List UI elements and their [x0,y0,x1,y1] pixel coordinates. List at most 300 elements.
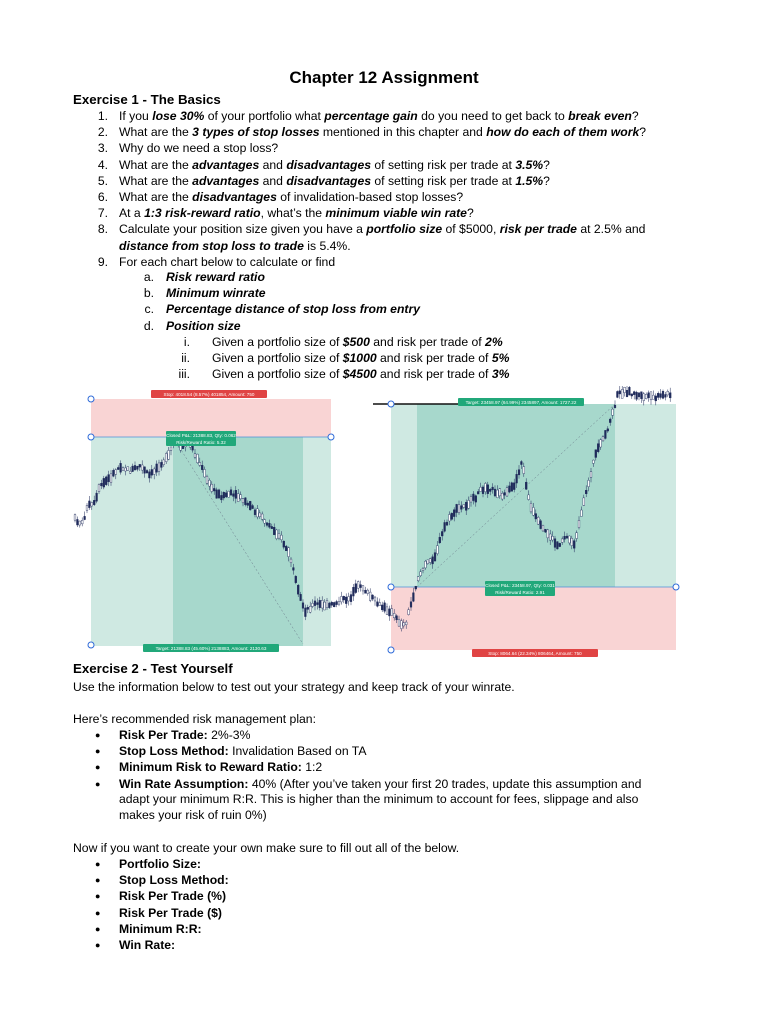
candle-body [237,494,239,502]
candle-body [537,517,539,524]
candle-body [151,469,153,475]
bullet-icon: ● [95,907,101,918]
own-plan-item: Stop Loss Method: [119,873,229,888]
candle-body [619,391,621,394]
candle-body [633,392,635,395]
candle-body [386,607,388,615]
handle-icon [88,434,94,440]
candle-body [302,603,304,608]
candle-body [225,493,227,497]
exercise1-item-text: If you lose 30% of your portfolio what percentage gain do you need to get back to break even? [119,109,639,123]
candle-body [557,542,559,549]
exercise1-item-text: Calculate your position size given you have a portfolio size of $5000, risk per trade at 2.5% and [119,222,646,237]
candle-body [113,470,115,476]
handle-icon [88,642,94,648]
candle-body [309,606,311,612]
candle-body [638,393,640,397]
handle-icon [88,396,94,402]
bullet-icon: ● [95,875,101,886]
candle-body [410,602,412,607]
handle-icon [388,647,394,653]
candle-body [204,469,206,477]
candle-body [542,525,544,531]
candle-body [197,454,199,463]
candle-body [338,602,340,605]
candle-body [660,394,662,398]
right-target-label: Target: 23458.97 (64.99%) 2345897, Amount: 1727.22 [465,400,577,405]
candle-body [122,468,124,471]
exercise1-item-number: 8. [97,222,108,237]
bullet-icon: ● [95,940,101,950]
candle-body [669,393,671,398]
exercise1-item-number: 7. [97,206,108,221]
candle-body [384,603,386,611]
bullet-icon: ● [95,762,101,773]
own-plan-item: Minimum R:R: [119,921,202,936]
candle-body [74,515,76,520]
candle-body [245,498,247,505]
candle-body [168,450,170,459]
candle-body [228,491,230,497]
candle-body [259,513,261,517]
candle-body [549,534,551,540]
candle-body [235,490,237,498]
candle-body [350,595,352,602]
own-heading: Now if you want to create your own make sure to fill out all of the below. [73,841,460,855]
exercise2-intro: Use the information below to test out your strategy and keep track of your winrate. [73,680,515,694]
exercise1-item-number: 4. [97,157,108,172]
candle-body [501,493,503,499]
candle-body [264,520,266,524]
exercise1-item-text: Why do we need a stop loss? [119,141,279,156]
candle-body [398,619,400,626]
candle-body [266,523,268,526]
exercise1-subsubitem-text: Given a portfolio size of $4500 and risk per trade of 3% [212,367,510,382]
exercise1-item-number: 5. [97,173,108,188]
candle-body [139,464,141,467]
candle-body [319,600,321,607]
candle-body [645,394,647,399]
candle-body [288,548,290,557]
plan-heading: Here’s recommended risk management plan: [73,712,316,726]
candle-body [242,499,244,503]
candle-body [312,603,314,606]
candle-body [444,522,446,531]
candle-body [401,621,403,629]
candle-body [583,498,585,506]
candle-body [477,492,479,494]
exercise1-subsubitem-number: ii. [181,351,190,366]
candle-body [585,490,587,494]
candle-body [165,453,167,461]
candle-body [278,533,280,538]
candle-body [492,487,494,490]
candle-body [449,515,451,522]
exercise1-item-number: 9. [97,254,108,269]
candle-body [468,500,470,508]
candle-body [573,541,575,549]
candle-body [629,387,631,395]
candle-body [566,536,568,538]
candle-body [521,462,523,465]
candle-body [417,577,419,581]
candle-body [101,483,103,486]
candle-body [631,394,633,396]
candle-body [333,602,335,606]
candle-body [597,444,599,452]
bullet-icon: ● [95,923,101,934]
candle-body [146,470,148,473]
candle-body [391,609,393,616]
candle-body [345,597,347,604]
candle-body [614,405,616,408]
candle-body [525,482,527,489]
candle-body [161,462,163,467]
candle-body [158,463,160,471]
candle-body [475,496,477,502]
right-stop-zone [391,587,676,650]
candle-body [569,536,571,543]
candle-body [156,464,158,472]
candle-body [374,597,376,601]
candle-body [110,474,112,483]
candle-body [353,587,355,596]
candle-body [485,483,487,491]
candle-body [115,470,117,475]
candle-body [559,543,561,546]
candle-body [494,489,496,496]
handle-icon [388,584,394,590]
candle-body [348,596,350,600]
candle-body [605,430,607,438]
candle-body [518,470,520,475]
candle-body [396,616,398,620]
trading-charts [0,386,768,658]
candle-body [326,600,328,608]
candle-body [103,478,105,487]
candle-body [593,460,595,463]
candle-body [530,503,532,512]
candle-body [657,393,659,397]
exercise2-heading: Exercise 2 - Test Yourself [73,661,233,676]
candle-body [127,467,129,471]
candle-body [252,506,254,509]
candle-body [456,504,458,512]
candle-body [91,502,93,506]
candle-body [372,595,374,599]
candle-body [283,541,285,547]
candle-body [240,495,242,499]
candle-body [487,485,489,494]
candle-body [125,468,127,471]
bullet-icon: ● [95,891,101,902]
candle-body [439,537,441,543]
own-plan-item: Risk Per Trade ($) [119,905,222,920]
candle-body [362,586,364,591]
bullet-icon: ● [95,746,101,757]
own-plan-item: Portfolio Size: [119,857,201,871]
candle-body [317,603,319,605]
candle-body [506,488,508,496]
candle-body [381,605,383,610]
candle-body [540,521,542,529]
bullet-icon: ● [95,859,101,869]
left-stop-label: Stop: 4018.54 (8.57%) 401854, Amount: 750 [163,392,255,397]
candle-body [446,522,448,525]
candle-body [621,389,623,398]
candle-body [247,503,249,505]
candle-body [523,467,525,474]
own-plan-item: Risk Per Trade (%) [119,889,227,904]
exercise1-item-text: What are the advantages and disadvantages of setting risk per trade at 3.5%? [119,157,550,172]
candle-body [108,475,110,482]
candle-body [509,486,511,492]
handle-icon [328,434,334,440]
candle-body [600,440,602,447]
candle-body [497,490,499,498]
page-title: Chapter 12 Assignment [289,68,479,87]
exercise1-item-text: What are the advantages and disadvantages of setting risk per trade at 1.5%? [119,173,550,188]
bullet-icon: ● [95,730,101,740]
candle-body [432,557,434,564]
candle-body [463,505,465,508]
candle-body [393,613,395,617]
candle-body [257,509,259,517]
candle-body [129,471,131,473]
candle-body [149,472,151,478]
exercise1-subitem-text: Minimum winrate [166,286,266,301]
exercise1-subitem-text: Risk reward ratio [166,270,265,284]
candle-body [223,492,225,498]
exercise1-item-number: 2. [97,125,108,140]
exercise1-subitem-number: c. [144,302,154,317]
exercise1-subsubitem-text: Given a portfolio size of $500 and risk per trade of 2% [212,335,503,349]
candle-body [425,561,427,568]
candle-body [93,500,95,504]
candle-body [571,538,573,545]
exercise1-subitem-text: Percentage distance of stop loss from entry [166,302,420,317]
candle-body [590,472,592,478]
handle-icon [388,401,394,407]
candle-body [211,484,213,491]
candle-body [137,466,139,469]
candle-body [624,387,626,392]
candle-body [293,568,295,571]
candle-body [473,494,475,501]
candle-body [213,488,215,491]
candle-body [578,520,580,527]
candle-body [482,487,484,494]
candle-body [437,546,439,554]
candle-body [98,484,100,491]
candle-body [470,496,472,502]
candle-body [545,529,547,532]
candle-body [321,600,323,608]
candle-body [408,610,410,615]
exercise1-subsubitem-number: iii. [178,367,190,382]
exercise1-item-text: distance from stop loss to trade is 5.4%. [119,238,351,253]
candle-body [297,585,299,594]
exercise1-subitem-number: d. [143,318,154,333]
candle-body [429,559,431,563]
candle-body [295,576,297,583]
right-closed-label-1: Closed P&L: 23458.97, Qty: 0.031 [485,583,555,588]
candle-body [405,622,407,625]
candle-body [588,480,590,486]
candle-body [132,466,134,471]
candle-body [305,608,307,617]
plan-item: Win Rate Assumption: 40% (After you’ve taken your first 20 trades, update this assumption and [119,776,642,791]
candle-body [379,603,381,606]
candle-body [554,539,556,548]
candle-body [607,429,609,431]
candle-body [533,507,535,515]
candle-body [434,553,436,561]
candle-body [221,495,223,499]
candle-body [480,487,482,491]
candle-body [273,527,275,535]
candle-body [271,526,273,528]
candle-body [331,602,333,605]
candle-body [595,450,597,458]
candle-body [290,559,292,563]
candle-body [422,568,424,570]
candle-body [285,546,287,551]
candle-body [192,446,194,450]
candle-body [365,590,367,593]
candle-body [281,535,283,540]
handle-icon [673,584,679,590]
candle-body [461,506,463,510]
candle-body [163,460,165,465]
candle-body [665,394,667,397]
candle-body [170,447,172,450]
candle-body [643,394,645,401]
candle-body [249,501,251,510]
candle-body [535,514,537,519]
candle-body [609,419,611,422]
candle-body [513,483,515,490]
candle-body [120,463,122,472]
exercise1-subitem-text: Position size [166,318,241,333]
exercise1-subitem-number: a. [143,270,154,284]
candle-body [389,609,391,616]
exercise1-item-text: At a 1:3 risk-reward ratio, what’s the minimum viable win rate? [119,206,474,221]
candle-body [377,602,379,606]
left-closed-label-2: Risk/Reward Ratio: 5.32 [176,440,226,445]
candle-body [504,493,506,496]
candle-body [516,474,518,483]
exercise1-item-text: What are the disadvantages of invalidation-based stop losses? [119,190,464,204]
candle-body [307,607,309,609]
candle-body [564,536,566,539]
exercise1-subitem-number: b. [143,286,154,301]
candle-body [648,393,650,398]
candle-body [458,504,460,512]
candle-body [662,391,664,398]
candle-body [626,390,628,397]
exercise1-subsubitem-number: i. [183,335,190,349]
candle-body [552,536,554,540]
candle-body [653,395,655,399]
candle-body [355,584,357,593]
candle-body [329,603,331,608]
candle-body [612,409,614,415]
candle-body [636,392,638,399]
candle-body [216,490,218,498]
candle-body [341,596,343,602]
exercise1-item-text: What are the 3 types of stop losses mentioned in this chapter and how do each of them work? [119,125,647,140]
candle-body [427,560,429,564]
plan-item: Risk Per Trade: 2%-3% [119,728,251,742]
candle-body [617,391,619,397]
candle-body [117,467,119,469]
candle-body [511,483,513,492]
candle-body [276,530,278,539]
candle-body [561,539,563,542]
plan-item: Minimum Risk to Reward Ratio: 1:2 [119,760,323,775]
left-target-label: Target: 21388.83 (45.60%) 2138883, Amount: 2130.63 [155,646,267,651]
candle-body [650,392,652,400]
candle-body [367,590,369,593]
candle-body [655,396,657,401]
candle-body [581,510,583,516]
candle-body [415,586,417,589]
candle-body [254,510,256,515]
candle-body [81,520,83,524]
exercise1-item-number: 1. [97,109,108,123]
candle-body [360,585,362,588]
candle-body [602,437,604,441]
plan-continuation-2: makes your risk of ruin 0%) [119,808,267,822]
candle-body [343,596,345,600]
candle-body [489,489,491,491]
candle-body [153,469,155,474]
exercise1-item-text: For each chart below to calculate or find [119,254,336,269]
candle-body [465,502,467,510]
candle-body [641,392,643,399]
candle-body [77,519,79,525]
candle-body [324,602,326,610]
candle-body [420,572,422,576]
candle-body [134,465,136,469]
candle-body [667,391,669,395]
candle-body [105,477,107,485]
candle-body [141,465,143,470]
candle-body [441,532,443,536]
plan-item: Stop Loss Method: Invalidation Based on TA [119,744,367,759]
candle-body [357,582,359,589]
exercise1-item-number: 3. [97,141,108,156]
candle-body [194,454,196,458]
candle-body [413,593,415,602]
candle-body [144,467,146,473]
candle-body [451,513,453,519]
candle-body [403,623,405,626]
candle-body [233,494,235,497]
exercise1-item-number: 6. [97,190,108,204]
right-stop-label: Stop: 8064.64 (22.34%) 806464, Amount: 750 [488,651,582,656]
own-plan-item: Win Rate: [119,938,176,952]
candle-body [89,501,91,508]
candle-body [218,490,220,498]
plan-continuation-1: adapt your minimum R:R. This is higher than the minimum to account for fees, slippage and also [119,792,639,806]
candle-body [86,505,88,510]
candle-body [499,489,501,496]
candle-body [201,465,203,469]
candle-body [336,601,338,604]
exercise1-subsubitem-text: Given a portfolio size of $1000 and risk per trade of 5% [212,351,510,366]
